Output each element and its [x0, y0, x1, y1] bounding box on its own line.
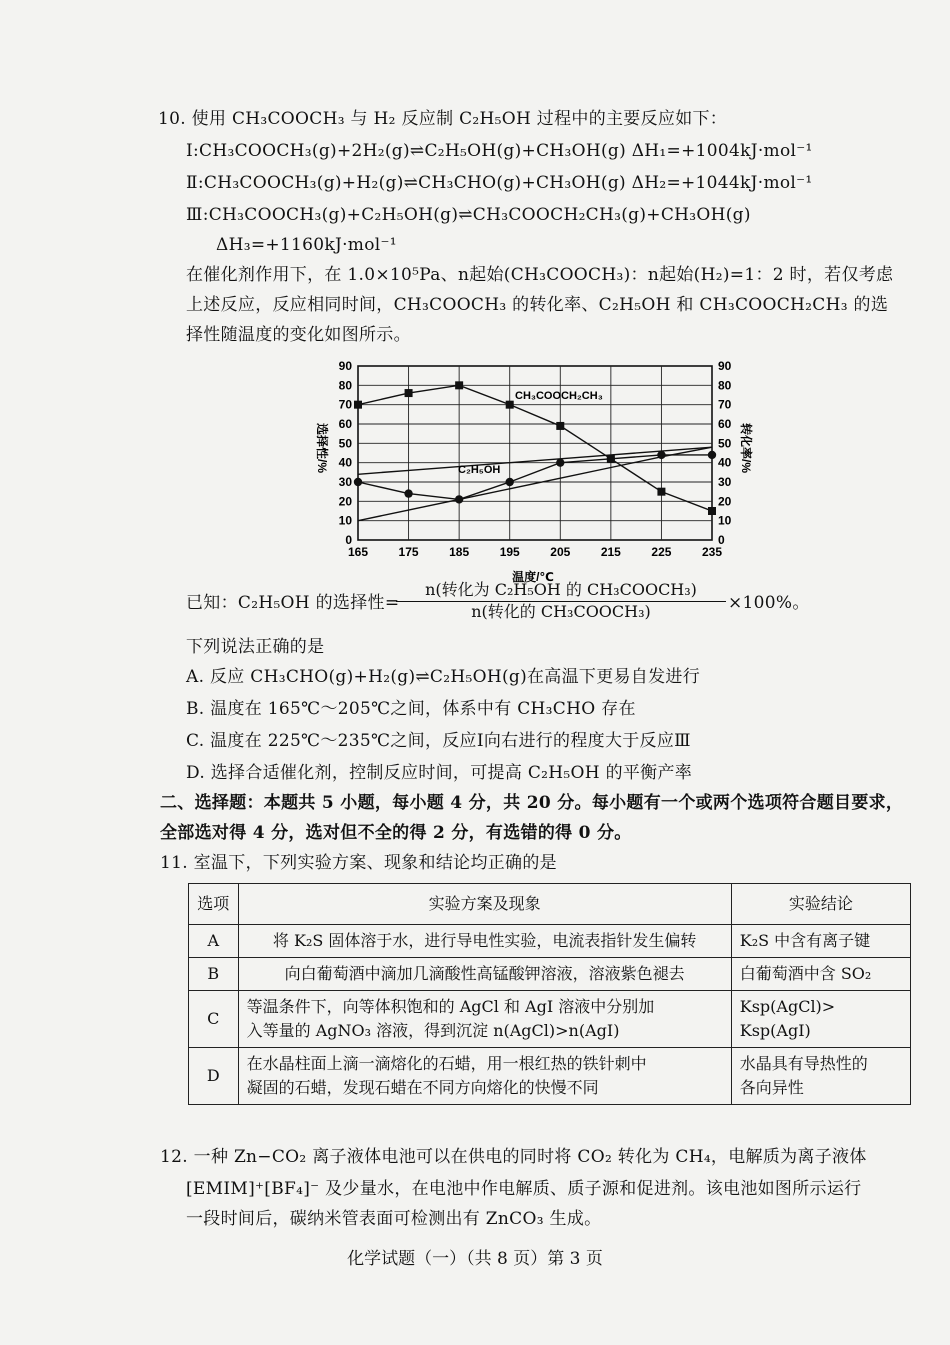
- y-tick-label-left: 50: [338, 436, 352, 451]
- row-plan: 等温条件下，向等体积饱和的 AgCl 和 AgI 溶液中分别加 入等量的 AgNO₃ 溶液，得到沉淀 n(AgCl)>n(AgI): [238, 991, 731, 1048]
- known-suffix: ×100%。: [728, 593, 810, 613]
- x-tick-label: 165: [347, 545, 369, 559]
- table-row: [189, 991, 911, 1048]
- series-label-ethanol: C₂H₅OH: [458, 464, 501, 476]
- y-tick-label-left: 70: [338, 397, 352, 412]
- row-result: 白葡萄酒中含 SO₂: [731, 958, 910, 991]
- y-tick-label-right: 90: [718, 359, 732, 373]
- section2-line-1: 二、选择题：本题共 5 小题，每小题 4 分，共 20 分。每小题有一个或两个选项符合题目要求，: [160, 793, 904, 813]
- selectivity-fraction: [396, 580, 726, 622]
- q10-para-2: 上述反应，反应相同时间，CH₃COOCH₃ 的转化率、C₂H₅OH 和 CH₃COOCH₂CH₃ 的选: [186, 295, 889, 315]
- y-tick-label-right: 20: [718, 494, 732, 509]
- row-option: A: [189, 925, 239, 958]
- data-point-square: [354, 401, 362, 409]
- y-tick-label-left: 40: [338, 455, 352, 470]
- data-point-circle: [607, 455, 615, 463]
- x-tick-label: 205: [550, 545, 571, 559]
- row-plan: 向白葡萄酒中滴加几滴酸性高锰酸钾溶液，溶液紫色褪去: [238, 958, 731, 991]
- data-point-circle: [506, 478, 514, 486]
- q11-stem: 11. 室温下，下列实验方案、现象和结论均正确的是: [160, 853, 557, 873]
- y-tick-label-left: 80: [338, 378, 352, 393]
- q10-option-d: D. 选择合适催化剂，控制反应时间，可提高 C₂H₅OH 的平衡产率: [186, 763, 693, 783]
- q10-reaction-3: Ⅲ:CH₃COOCH₃(g)+C₂H₅OH(g)⇌CH₃COOCH₂CH₃(g)+CH₃OH(g): [186, 205, 751, 225]
- header-plan: 实验方案及现象: [238, 884, 731, 925]
- y-tick-label-right: 30: [718, 475, 732, 489]
- series-label-ester: CH₃COOCH₂CH₃: [515, 390, 603, 402]
- data-point-square: [506, 401, 514, 409]
- table-header-row: [189, 884, 911, 925]
- row-option: B: [189, 958, 239, 991]
- y-tick-label-right: 40: [718, 455, 732, 470]
- q10-option-b: B. 温度在 165℃～205℃之间，体系中有 CH₃CHO 存在: [186, 699, 636, 719]
- fraction-denominator: n(转化的 CH₃COOCH₃): [471, 602, 651, 621]
- q10-reaction-2: Ⅱ:CH₃COOCH₃(g)+H₂(g)⇌CH₃CHO(g)+CH₃OH(g) ΔH₂=+1044kJ·mol⁻¹: [186, 173, 813, 193]
- y-tick-label-right: 60: [718, 417, 732, 431]
- q12-line-2: [EMIM]⁺[BF₄]⁻ 及少量水，在电池中作电解质、质子源和促进剂。该电池如图所示运行: [186, 1179, 862, 1199]
- x-tick-label: 195: [499, 545, 520, 559]
- x-axis-label: 温度/℃: [512, 570, 554, 584]
- y-axis-label-left: 选择性/%: [315, 422, 329, 474]
- y-tick-label-left: 30: [338, 475, 352, 489]
- data-point-circle: [455, 495, 463, 503]
- q10-para-3: 择性随温度的变化如图所示。: [186, 325, 411, 345]
- q12-line-3: 一段时间后，碳纳米管表面可检测出有 ZnCO₃ 生成。: [186, 1209, 602, 1229]
- y-tick-label-right: 70: [718, 397, 732, 412]
- q10-stem: 10. 使用 CH₃COOCH₃ 与 H₂ 反应制 C₂H₅OH 过程中的主要反应如下：: [158, 109, 728, 129]
- data-point-circle: [657, 451, 665, 459]
- table-row: [189, 925, 911, 958]
- row-result: K₂S 中含有离子键: [731, 925, 910, 958]
- x-tick-label: 225: [651, 545, 672, 559]
- q10-reaction-3-dh: ΔH₃=+1160kJ·mol⁻¹: [216, 235, 397, 255]
- row-plan: 在水晶柱面上滴一滴熔化的石蜡，用一根红热的铁针刺中 凝固的石蜡，发现石蜡在不同方向熔化的快慢不同: [238, 1048, 731, 1105]
- data-point-square: [455, 381, 463, 389]
- data-point-circle: [708, 451, 716, 459]
- x-tick-label: 175: [398, 545, 419, 559]
- data-point-circle: [404, 489, 412, 497]
- y-tick-label-right: 10: [718, 513, 732, 528]
- y-tick-label-left: 60: [338, 417, 352, 431]
- row-result: Ksp(AgCl)> Ksp(AgI): [731, 991, 910, 1048]
- fraction-numerator: n(转化为 C₂H₅OH 的 CH₃COOCH₃): [396, 580, 726, 602]
- data-point-square: [556, 422, 564, 430]
- y-tick-label-right: 50: [718, 436, 732, 451]
- selectivity-conversion-chart: [300, 352, 753, 584]
- y-tick-label-left: 90: [338, 359, 352, 373]
- q10-ask: 下列说法正确的是: [186, 637, 325, 657]
- x-tick-label: 185: [449, 545, 470, 559]
- y-tick-label-left: 0: [345, 533, 352, 547]
- data-point-square: [657, 488, 665, 496]
- page-footer: 化学试题（一）（共 8 页）第 3 页: [347, 1249, 603, 1269]
- data-point-square: [708, 507, 716, 515]
- y-tick-label-right: 80: [718, 378, 732, 393]
- q10-option-a: A. 反应 CH₃CHO(g)+H₂(g)⇌C₂H₅OH(g)在高温下更易自发进行: [186, 667, 700, 687]
- chart-ticks: [339, 359, 732, 559]
- y-tick-label-left: 10: [338, 513, 352, 528]
- data-point-square: [405, 389, 413, 397]
- y-tick-label-right: 0: [718, 533, 725, 547]
- data-point-circle: [354, 478, 362, 486]
- table-row: [189, 958, 911, 991]
- known-prefix: 已知：C₂H₅OH 的选择性=: [186, 593, 400, 613]
- q10-reaction-1: Ⅰ:CH₃COOCH₃(g)+2H₂(g)⇌C₂H₅OH(g)+CH₃OH(g) ΔH₁=+1004kJ·mol⁻¹: [186, 141, 813, 161]
- row-result: 水晶具有导热性的 各向异性: [731, 1048, 910, 1105]
- y-axis-label-right: 转化率/%: [739, 422, 753, 474]
- row-option: C: [189, 991, 239, 1048]
- header-option: 选项: [189, 884, 239, 925]
- section2-line-2: 全部选对得 4 分，选对但不全的得 2 分，有选错的得 0 分。: [160, 823, 632, 843]
- q12-line-1: 12. 一种 Zn−CO₂ 离子液体电池可以在供电的同时将 CO₂ 转化为 CH₄，电解质为离子液体: [160, 1147, 867, 1167]
- y-tick-label-left: 20: [338, 494, 352, 509]
- series-line-3: [358, 447, 712, 474]
- header-result: 实验结论: [731, 884, 910, 925]
- data-point-circle: [556, 458, 564, 466]
- q10-option-c: C. 温度在 225℃～235℃之间，反应Ⅰ向右进行的程度大于反应Ⅲ: [186, 731, 691, 751]
- table-row: [189, 1048, 911, 1105]
- q11-table: [188, 883, 911, 1105]
- q10-para-1: 在催化剂作用下，在 1.0×10⁵Pa、n起始(CH₃COOCH₃)：n起始(H₂)=1：2 时，若仅考虑: [186, 265, 894, 285]
- row-option: D: [189, 1048, 239, 1105]
- x-tick-label: 215: [600, 545, 621, 559]
- x-tick-label: 235: [701, 545, 723, 559]
- row-plan: 将 K₂S 固体溶于水，进行导电性实验，电流表指针发生偏转: [238, 925, 731, 958]
